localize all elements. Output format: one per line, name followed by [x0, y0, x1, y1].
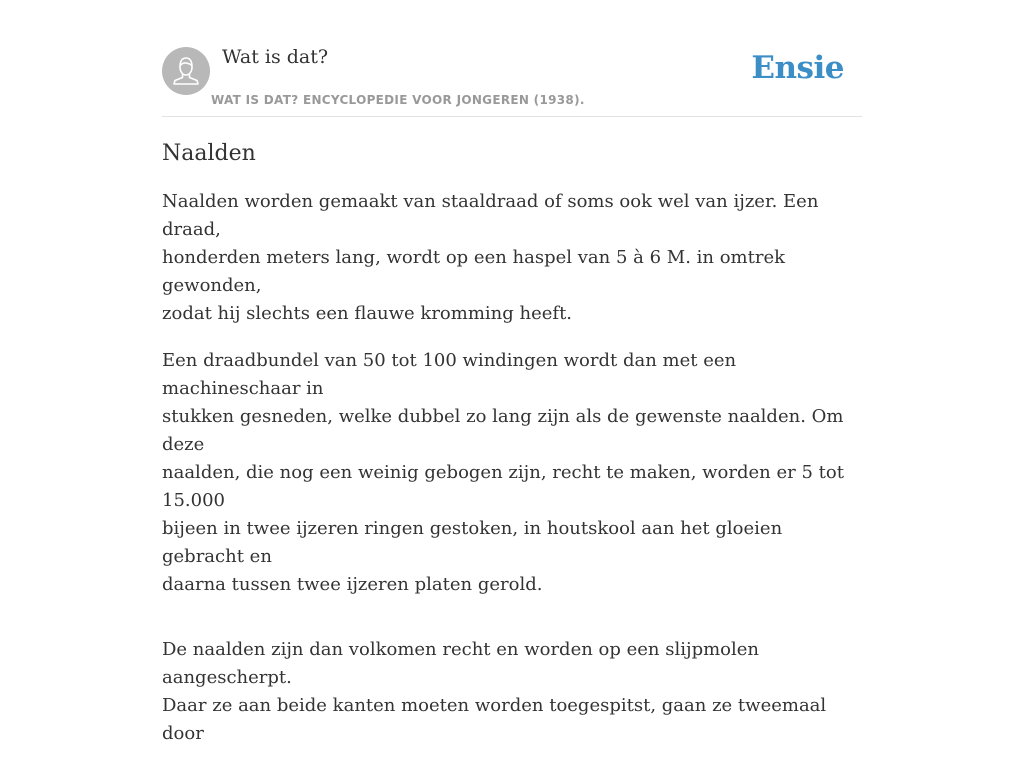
article-paragraph: De naalden zijn dan volkomen recht en worden op een slijpmolen aangescherpt. Daar ze aan beide kanten moeten worden toegespitst, gaan ze tweemaal door [162, 639, 827, 744]
source-title[interactable]: Wat is dat? [222, 46, 329, 68]
article-paragraph: Naalden worden gemaakt van staaldraad of soms ook wel van ijzer. Een draad, honderden meters lang, wordt op een haspel van 5 à 6 M. in omtrek gewonden, zodat hij slechts een flauwe kromming heeft. [162, 191, 819, 324]
brand-logo[interactable]: Ensie [751, 50, 844, 86]
article-title: Naalden [162, 141, 256, 166]
article [162, 138, 862, 767]
article-paragraph: Een draadbundel van 50 tot 100 windingen wordt dan met een machineschaar in stukken gesneden, welke dubbel zo lang zijn als de gewenste naalden. Om deze naalden, die nog een weinig gebogen zijn, recht te maken, worden er 5 tot 15.000 bijeen in twee ijzeren ringen gestoken, in houtskool aan het gloeien gebracht en daarna tussen twee ijzeren platen gerold. [162, 350, 844, 595]
source-avatar[interactable] [162, 47, 210, 95]
source-header [162, 0, 862, 117]
source-subtitle: WAT IS DAT? ENCYCLOPEDIE VOOR JONGEREN (1938). [211, 93, 585, 107]
user-silhouette-icon [162, 47, 210, 95]
